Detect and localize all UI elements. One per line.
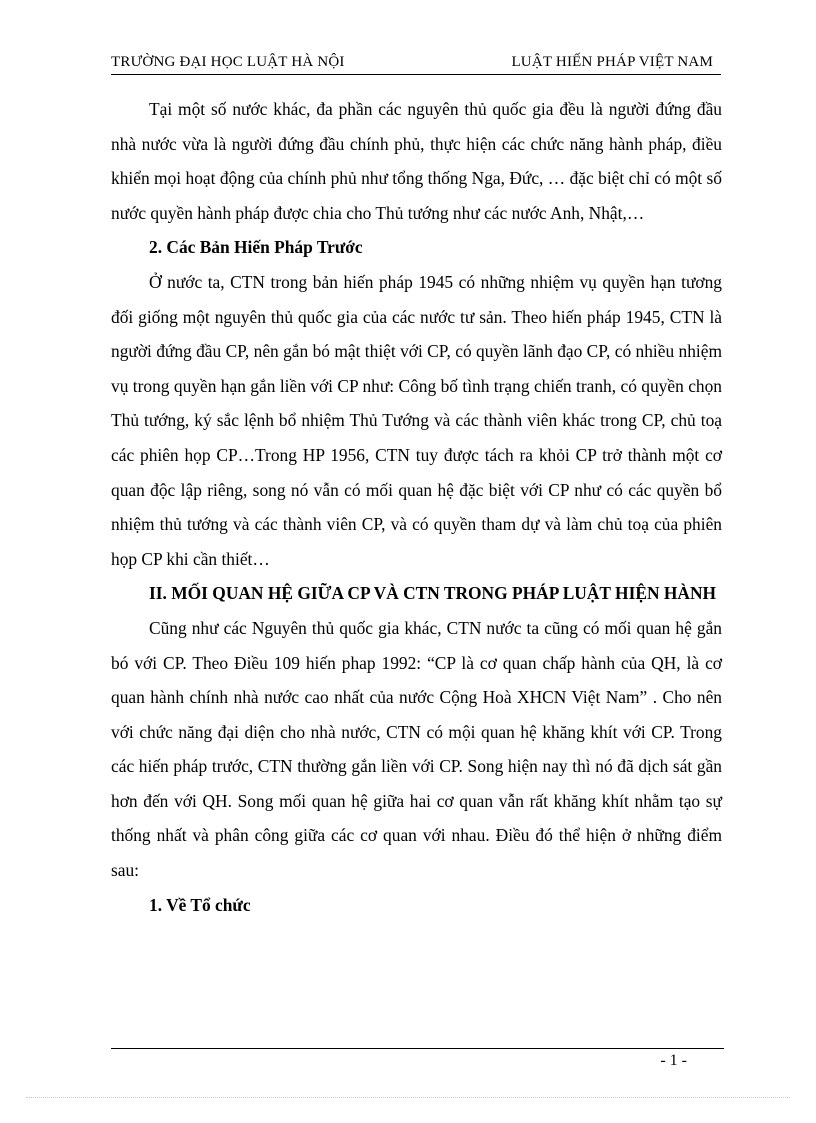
paragraph-other-countries: Tại một số nước khác, đa phần các nguyên thủ quốc gia đều là người đứng đầu nhà nước vừa là người đứng đầu chính phủ, thực hiện các chức năng hành pháp, điều khiển mọi hoạt động của chính phủ như tổng thống Nga, Đức, … đặc biệt chỉ có một số nước quyền hành pháp được chia cho Thủ tướng như các nước Anh, Nhật,… [111, 99, 722, 223]
footer-divider [111, 1048, 724, 1049]
section-heading-organization: 1. Về Tổ chức [149, 894, 251, 915]
document-body [111, 92, 722, 922]
paragraph-previous-constitutions: Ở nước ta, CTN trong bản hiến pháp 1945 có những nhiệm vụ quyền hạn tương đối giống một nguyên thủ quốc gia của các nước tư sản. Theo hiến pháp 1945, CTN là người đứng đầu CP, nên gắn bó mật thiệt với CP, có quyền lãnh đạo CP, có nhiều nhiệm vụ trong quyền hạn gắn liền với CP như: Công bố tình trạng chiến tranh, có quyền chọn Thủ tướng, ký sắc lệnh bổ nhiệm Thủ Tướng và các thành viên khác trong CP, chủ toạ các phiên họp CP…Trong HP 1956, CTN tuy được tách ra khỏi CP trở thành một cơ quan độc lập riêng, song nó vẫn có mối quan hệ đặc biệt với CP như có các quyền bổ nhiệm thủ tướng và các thành viên CP, và có quyền tham dự và làm chủ toạ của phiên họp CP khi cần thiết… [111, 271, 722, 569]
page-number: - 1 - [660, 1052, 687, 1069]
page-header [111, 50, 721, 75]
header-subject: LUẬT HIẾN PHÁP VIỆT NAM [511, 54, 713, 70]
header-university: TRƯỜNG ĐẠI HỌC LUẬT HÀ NỘI [111, 54, 345, 70]
section-heading-current-law: II. MỐI QUAN HỆ GIỮA CP VÀ CTN TRONG PHÁP LUẬT HIỆN HÀNH [149, 583, 717, 604]
section-heading-previous-constitutions: 2. Các Bản Hiến Pháp Trước [149, 237, 363, 258]
paragraph-current-relationship: Cũng như các Nguyên thủ quốc gia khác, CTN nước ta cũng có mối quan hệ gắn bó với CP. Theo Điều 109 hiến phap 1992: “CP là cơ quan chấp hành của QH, là cơ quan hành chính nhà nước cao nhất của nước Cộng Hoà XHCN Việt Nam” . Cho nên với chức năng đại diện cho nhà nước, CTN có mội quan hệ khăng khít với CP. Trong các hiến pháp trước, CTN thường gắn liền với CP. Song hiện nay thì nó đã dịch sát gần hơn đến với QH. Song mối quan hệ giữa hai cơ quan vẫn rất khăng khít nhằm tạo sự thống nhất và phân công giữa các cơ quan với nhau. Điều đó thể hiện ở những điểm sau: [111, 617, 722, 881]
page-bottom-dotted-border [26, 1097, 790, 1098]
